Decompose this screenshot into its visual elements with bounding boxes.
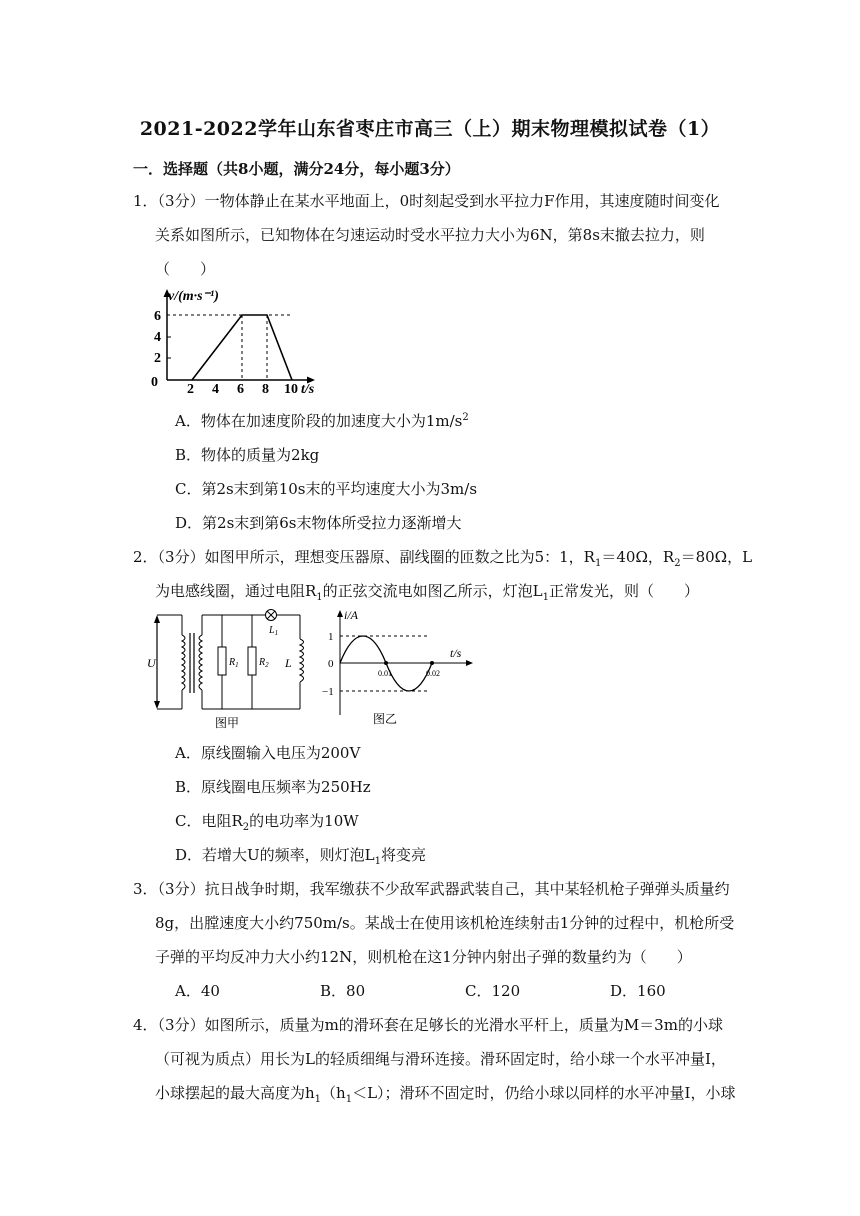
q1-graph-xtick-6: 6 <box>237 382 244 397</box>
q3-option-a[interactable]: A．40 <box>175 982 220 1000</box>
page-title: 2021-2022学年山东省枣庄市高三（上）期末物理模拟试卷（1） <box>139 118 721 140</box>
q2-circuit-diagram <box>145 605 320 730</box>
q1-graph-xtick-8: 8 <box>262 382 269 397</box>
q2-option-b[interactable]: B．原线圈电压频率为250Hz <box>175 778 371 796</box>
q2-graph-x-002: 0.02 <box>426 669 440 678</box>
section-heading: 一．选择题（共8小题，满分24分，每小题3分） <box>133 160 460 178</box>
q3-line-1: 3．（3分）抗日战争时期，我军缴获不少敌军武器武装自己，其中某轻机枪子弹弹头质量约 <box>133 880 730 898</box>
q2-option-c[interactable]: C．电阻$R_2$的电功率为10W <box>175 812 359 833</box>
q2-graph-y-0: 0 <box>328 658 334 670</box>
q2-graph-y-1: 1 <box>328 631 334 643</box>
q3-option-b[interactable]: B．80 <box>320 982 366 1000</box>
q4-line-2: （可视为质点）用长为L的轻质细绳与滑环连接。滑环固定时，给小球一个水平冲量I， <box>155 1050 726 1068</box>
q1-velocity-time-graph <box>145 285 345 397</box>
q4-line-1: 4．（3分）如图所示，质量为m的滑环套在足够长的光滑水平杆上，质量为M＝3m的小球 <box>133 1016 723 1034</box>
q1-graph-origin: 0 <box>151 375 158 390</box>
q1-graph-ytick-4: 4 <box>154 330 161 345</box>
q4-line-3: 小球摆起的最大高度为$h_1(h_1<L)$；滑环不固定时，仍给小球以同样的水平冲量I，小球 <box>155 1084 736 1105</box>
q2-graph-y-minus1: −1 <box>322 686 334 698</box>
q2-label-r2: $R_2$ <box>259 657 269 669</box>
q1-line-3: （ ） <box>155 260 216 278</box>
q2-label-r1: $R_1$ <box>229 657 239 669</box>
q1-option-b[interactable]: B．物体的质量为2kg <box>175 446 320 464</box>
q2-label-u: U <box>147 656 156 670</box>
q1-graph-ylabel: v/(m·s⁻¹) <box>168 289 219 304</box>
q1-line-1: 1．（3分）一物体静止在某水平地面上，0时刻起受到水平拉力F作用，其速度随时间变化 <box>133 192 720 210</box>
q2-current-graph <box>318 605 478 730</box>
q1-option-a[interactable]: A．物体在加速度阶段的加速度大小为$1m/s^2$ <box>175 412 469 430</box>
q1-graph-xtick-2: 2 <box>187 382 194 397</box>
q3-line-2: 8g，出膛速度大小约750m/s。某战士在使用该机枪连续射击1分钟的过程中，机枪所受 <box>155 914 735 932</box>
q1-graph-xlabel: t/s <box>301 382 315 397</box>
q2-option-a[interactable]: A．原线圈输入电压为200V <box>175 744 361 762</box>
q2-graph-ylabel: i/A <box>344 608 358 622</box>
q3-line-3: 子弹的平均反冲力大小约12N，则机枪在这1分钟内射出子弹的数量约为（ ） <box>155 948 692 966</box>
q1-graph-xtick-10: 10 <box>284 382 298 397</box>
q2-graph-xlabel: t/s <box>450 646 462 660</box>
q2-label-l: L <box>285 656 292 670</box>
q3-option-d[interactable]: D．160 <box>610 982 666 1000</box>
q1-graph-ytick-2: 2 <box>154 351 161 366</box>
q3-option-c[interactable]: C．120 <box>465 982 521 1000</box>
q1-option-c[interactable]: C．第2s末到第10s末的平均速度大小为3m/s <box>175 480 478 498</box>
q2-line-1: 2．（3分）如图甲所示，理想变压器原、副线圈的匝数之比为5：1，$R_1=40\Omega$，$R_2=80\Omega$，L <box>133 548 753 569</box>
q1-option-d[interactable]: D．第2s末到第6s末物体所受拉力逐渐增大 <box>175 514 462 532</box>
q2-option-d[interactable]: D．若增大U的频率，则灯泡$L_1$将变亮 <box>175 846 427 867</box>
q2-fig-a-caption: 图甲 <box>215 716 240 730</box>
q2-label-l1: $L_1$ <box>269 625 279 637</box>
q1-graph-ytick-6: 6 <box>154 309 161 324</box>
q1-graph-xtick-4: 4 <box>212 382 219 397</box>
q2-line-2: 为电感线圈，通过电阻$R_1$的正弦交流电如图乙所示，灯泡$L_1$正常发光，则（ ） <box>155 582 700 603</box>
q2-graph-x-001: 0.01 <box>378 669 392 678</box>
q1-line-2: 关系如图所示，已知物体在匀速运动时受水平拉力大小为6N，第8s末撤去拉力，则 <box>155 226 705 244</box>
q2-fig-b-caption: 图乙 <box>373 712 398 726</box>
